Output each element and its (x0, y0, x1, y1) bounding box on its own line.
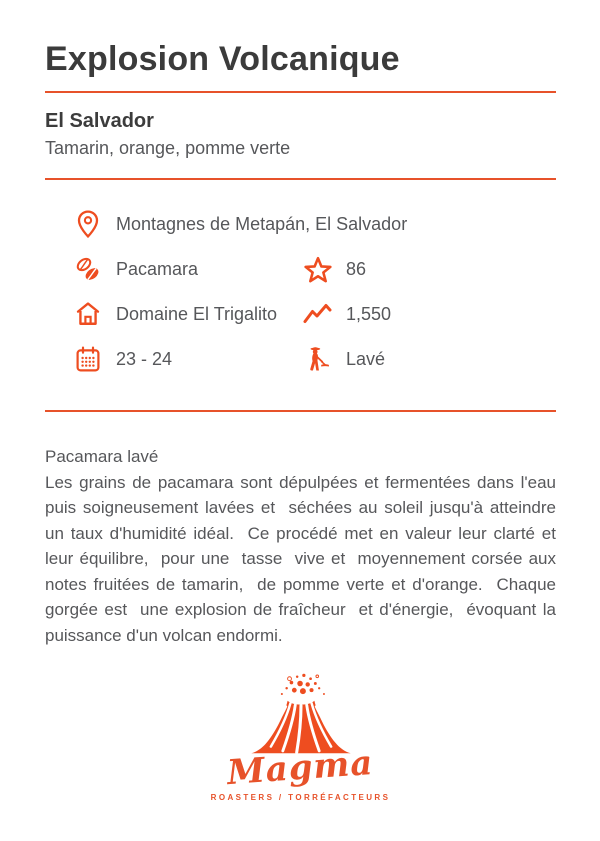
detail-row-harvest-process (72, 342, 556, 376)
calendar-icon (72, 343, 104, 375)
location-label: Montagnes de Metapán, El Salvador (116, 213, 408, 234)
altitude-value: 1,550 (346, 303, 392, 324)
tasting-notes: Tamarin, orange, pomme verte (45, 138, 291, 158)
brand-logo (45, 672, 556, 802)
description (45, 444, 561, 648)
coffee-beans-icon (72, 253, 104, 285)
detail-row-estate-altitude (72, 297, 556, 331)
variety-label: Pacamara (116, 258, 199, 279)
location-pin-icon (72, 208, 104, 240)
score-value: 86 (346, 258, 367, 279)
description-body: Les grains de pacamara sont dépulpées et fermentées dans l'eau puis soigneusement lavées et séchées au soleil jusqu'à atteindre un taux d'humidité idéal. Ce procédé met en valeur leur clarté et leur équilibre, pour une tasse vive et moyennement corsée aux notes fruitées de tamarin, de pomme verte et d'orange. Chaque gorgée est une explosion de fraîcheur et d'énergie, évoquant la puissance d'un volcan endormi. (45, 472, 561, 645)
description-heading: Pacamara lavé (45, 447, 159, 466)
detail-row-location (72, 207, 556, 241)
page-title: Explosion Volcanique (45, 40, 400, 78)
detail-row-variety-score (72, 252, 556, 286)
divider (45, 410, 556, 412)
star-icon (302, 253, 334, 285)
estate-label: Domaine El Trigalito (116, 303, 278, 324)
raking-worker-icon (302, 343, 334, 375)
brand-name: Magma (226, 742, 375, 794)
process-label: Lavé (346, 348, 386, 369)
volcano-icon (45, 672, 556, 760)
house-icon (72, 298, 104, 330)
details-grid (72, 207, 556, 376)
mountain-trend-icon (302, 298, 334, 330)
origin-name: El Salvador (45, 110, 154, 132)
brand-tagline: ROASTERS / TORRÉFACTEURS (210, 793, 391, 802)
harvest-label: 23 - 24 (116, 348, 173, 369)
divider (45, 178, 556, 180)
divider (45, 91, 556, 93)
